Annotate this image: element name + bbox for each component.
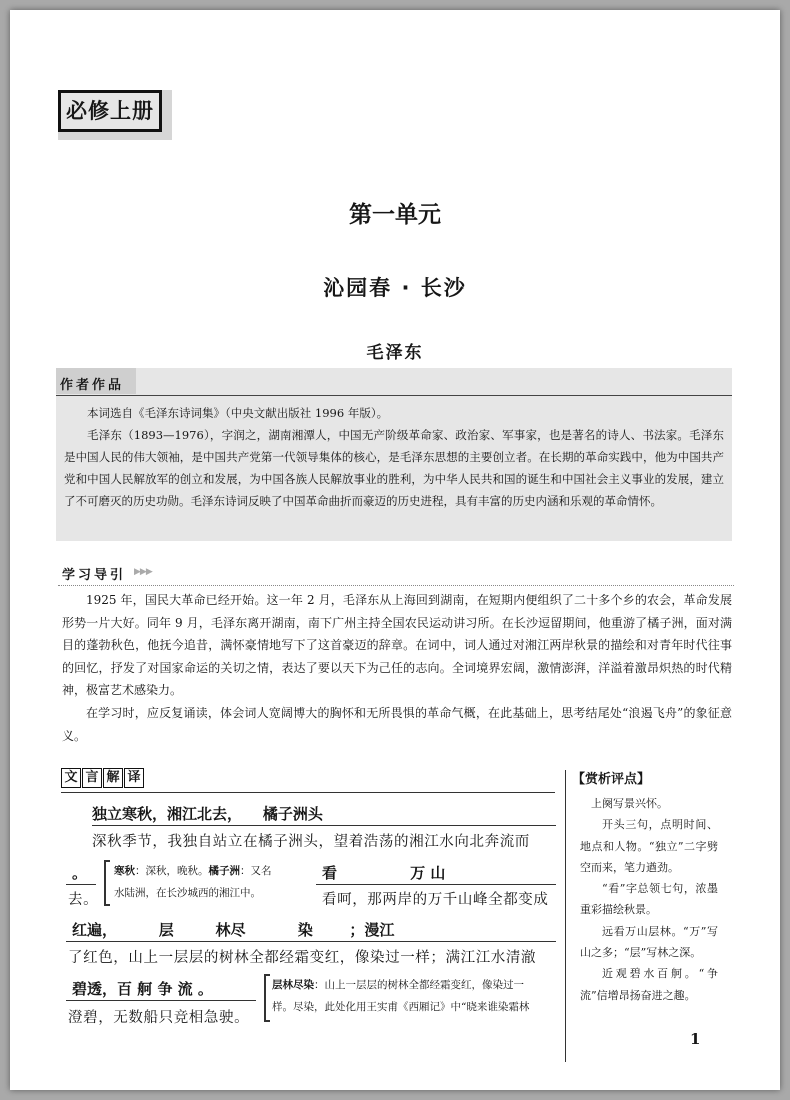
author-section	[56, 368, 732, 541]
document-page	[10, 10, 780, 1090]
guide-section-tag: 学习导引	[62, 568, 127, 583]
page-number: 1	[690, 1030, 701, 1048]
annotation-definition: ：山上一层层的树林全都经霜变红，像染过一	[314, 979, 524, 991]
badge-char: 文	[61, 768, 81, 788]
original-underline	[66, 1000, 256, 1001]
sidebar-paragraph: 上阕写景兴怀。	[591, 797, 668, 810]
annotation-box	[264, 974, 558, 1022]
volume-badge	[58, 90, 172, 140]
badge-char: 言	[82, 768, 102, 788]
bracket-mark	[104, 904, 110, 906]
original-underline	[66, 941, 556, 942]
sidebar-paragraph: 开头三句，点明时间、地点和人物。“独立”二字劈空而来，笔力遒劲。	[580, 818, 718, 874]
author-paragraph-1: 本词选自《毛泽东诗词集》（中央文献出版社 1996 年版）。	[87, 406, 389, 420]
original-text-line: 红遍， 层 林尽 染 ；漫江	[72, 921, 395, 939]
translation-badge	[61, 768, 145, 788]
author-section-tag: 作者作品	[60, 378, 125, 393]
section-divider	[56, 395, 732, 396]
author-paragraph-2: 毛泽东（1893—1976），字润之，湖南湘潭人，中国无产阶级革命家、政治家、军事家，也是著名的诗人、书法家。毛泽东是中国人民的伟大领袖，是中国共产党第一代领导集体的核心，是毛泽东思想的主要创立者。在长期的革命实践中，他为中国共产党和中国人民解放军的创立和发展，为中国各族人民解放事业的胜利，为中华人民共和国的诞生和中国社会主义事业的发展，建立了不可磨灭的历史功勋。毛泽东诗词反映了中国革命曲折而豪迈的历史进程，具有丰富的历史内涵和乐观的革命情怀。	[64, 428, 724, 508]
annotation-line	[272, 974, 558, 996]
translation-text-line: 看呵，那两岸的万千山峰全都变成	[322, 892, 549, 908]
author-name: 毛泽东	[366, 343, 424, 363]
translation-text-line: 了红色，山上一层层的树林全都经霜变红，像染过一样；满江江水清澈	[68, 950, 537, 966]
original-text-line: 碧透，百 舸 争 流 。	[72, 980, 213, 998]
annotation-term: 寒秋	[114, 865, 135, 877]
bracket-mark	[264, 1020, 270, 1022]
guide-paragraph-2: 在学习时，应反复诵读，体会词人宽阔博大的胸怀和无所畏惧的革命气概，在此基础上，思考结尾处“浪遏飞舟”的象征意义。	[62, 706, 732, 743]
column-divider	[565, 770, 566, 1062]
original-text-line: 独立寒秋，湘江北去， 橘子洲头	[92, 805, 323, 823]
annotation-line	[114, 860, 308, 882]
annotation-definition: ：深秋，晚秋。	[135, 865, 209, 877]
bracket-mark	[264, 974, 270, 976]
volume-label: 必修上册	[58, 90, 162, 132]
original-underline	[66, 884, 96, 885]
arrow-icon: ▶▶▶	[134, 567, 152, 577]
badge-char: 译	[124, 768, 144, 788]
annotation-definition: ：又名	[240, 865, 272, 877]
original-underline	[316, 884, 556, 885]
annotation-line: 样。尽染，此处化用王实甫《西厢记》中“晓来谁染霜林	[272, 1001, 530, 1013]
poem-title: 沁园春 · 长沙	[323, 276, 467, 300]
annotation-line: 水陆洲，在长沙城西的湘江中。	[114, 887, 261, 899]
annotation-box	[104, 860, 308, 906]
annotation-term: 层林尽染	[272, 979, 314, 991]
translation-text-line: 深秋季节，我独自站立在橘子洲头，望着浩荡的湘江水向北奔流而	[92, 834, 530, 850]
unit-title: 第一单元	[349, 202, 441, 228]
sidebar-paragraph: “看”字总领七句，浓墨重彩描绘秋景。	[580, 882, 718, 917]
sidebar-paragraph: 远看万山层林。“万”写山之多；“层”写林之深。	[580, 924, 718, 960]
sidebar-commentary	[580, 793, 718, 1006]
guide-paragraph-1: 1925 年，国民大革命已经开始。这一年 2 月，毛泽东从上海回到湖南，在短期内便组织了二十多个乡的农会，革命发展形势一片大好。同年 9 月，毛泽东离开湖南，南下广州主持全国农民运动讲习所。在长沙逗留期间，他重游了橘子洲，面对满目的蓬勃秋色，他抚今追昔，满怀豪情地写下了这首豪迈的辞章。在词中，词人通过对湘江两岸秋景的描绘和对青年时代往事的回忆，抒发了对国家命运的关切之情，表达了要以天下为己任的志向。全词境界宏阔，激情澎湃，洋溢着激昂炽热的时代精神，极富艺术感染力。	[62, 593, 732, 698]
original-underline	[92, 825, 556, 826]
section-divider	[58, 585, 734, 586]
translation-text-line: 澄碧，无数船只竞相急驶。	[68, 1010, 250, 1026]
sidebar-title: 【赏析评点】	[572, 772, 651, 787]
original-text-line: 。	[72, 864, 88, 882]
original-text-line: 看 万 山	[322, 864, 446, 882]
annotation-term: 橘子洲	[208, 865, 240, 877]
section-divider	[61, 792, 555, 793]
badge-char: 解	[103, 768, 123, 788]
bracket-mark	[104, 860, 110, 862]
sidebar-paragraph: 近观碧水百舸。“争流”信增昂扬奋进之趣。	[580, 967, 718, 1002]
translation-text-line: 去。	[68, 892, 99, 908]
